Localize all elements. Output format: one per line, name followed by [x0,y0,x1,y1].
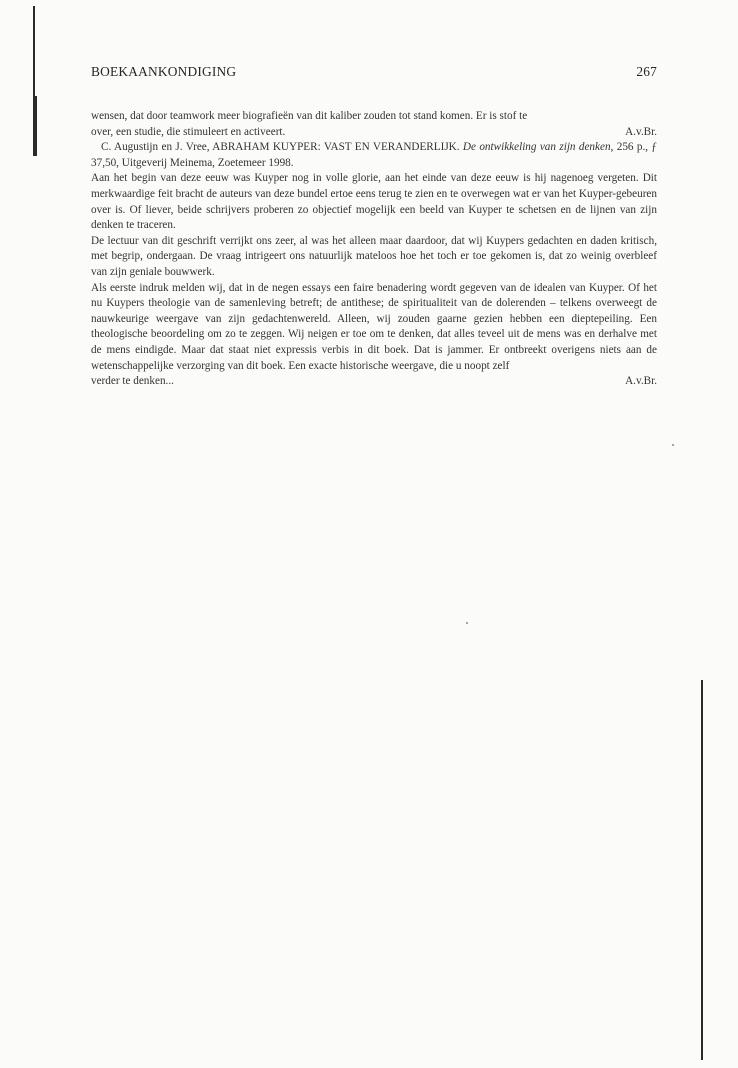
paragraph-3-closing [91,374,657,390]
paragraph-2: De lectuur van dit geschrift verrijkt ons zeer, al was het alleen maar daardoor, dat wij Kuypers gedachten en daden kritisch, met begrip, ondergaan. De vraag intrigeert ons natuurlijk mateloos hoe het toch er toe gekomen is, dat zo weinig overbleef van zijn geniale bouwwerk. [91,234,657,278]
book-authors-title: C. Augustijn en J. Vree, ABRAHAM KUYPER: VAST EN VERANDERLIJK. [101,141,460,154]
paragraph-1: Aan het begin van deze eeuw was Kuyper nog in volle glorie, aan het einde van deze eeuw is hij nagenoeg vergeten. Dit merkwaardige feit bracht de auteurs van deze bundel ertoe eens terug te zien en te overwegen wat er van het Kuyper-gebeuren over is. Of liever, beide schrijvers proberen zo objectief mogelijk een beeld van Kuyper te schetsen en de lijnen van zijn denken te traceren. [91,172,657,232]
page-number: 267 [636,64,657,79]
review-end-text: over, een studie, die stimuleert en activeert. [91,125,286,138]
review-end-line: wensen, dat door teamwork meer biografieën van dit kaliber zouden tot stand komen. Er is stof te [91,110,528,122]
page-body [91,109,657,390]
book-details: 256 p., ƒ 37,50, Uitgeverij Meinema, Zoetemeer 1998. [91,141,657,169]
paragraph-3-last-line: verder te denken... [91,375,174,388]
scan-edge-mark-left-lower [35,96,37,156]
review-end-closing [91,125,657,141]
review-signature: A.v.Br. [625,375,657,388]
scan-speck [672,444,674,446]
paragraph-3: Als eerste indruk melden wij, dat in de negen essays een faire benadering wordt gegeven van de idealen van Kuyper. Of het nu Kuypers theologie van de samenleving betreft; de antithese; de spiritualiteit van de dolerenden – telkens overweegt de nauwkeurige weergave van zijn gedachtenwereld. Alleen, wij zouden gaarne gezien hebben een dieptepeiling. Een theologische beoordeling om zo te zeggen. Wij neigen er toe om te denken, dat alles teveel uit de mens was en derhalve met de mens eindigde. Maar dat staat niet expressis verbis in dit boek. Dat is jammer. Er ontbreekt overigens niets aan de wetenschappelijke verzorging van dit boek. Een exacte historische weergave, die u noopt zelf [91,281,657,372]
scan-edge-mark-right [701,680,703,1060]
review-signature: A.v.Br. [625,125,657,138]
page-header [91,64,657,80]
book-subtitle: De ontwikkeling van zijn denken, [462,141,614,154]
scan-speck [466,622,468,624]
section-title: BOEKAANKONDIGING [91,64,237,79]
book-citation [91,140,657,171]
